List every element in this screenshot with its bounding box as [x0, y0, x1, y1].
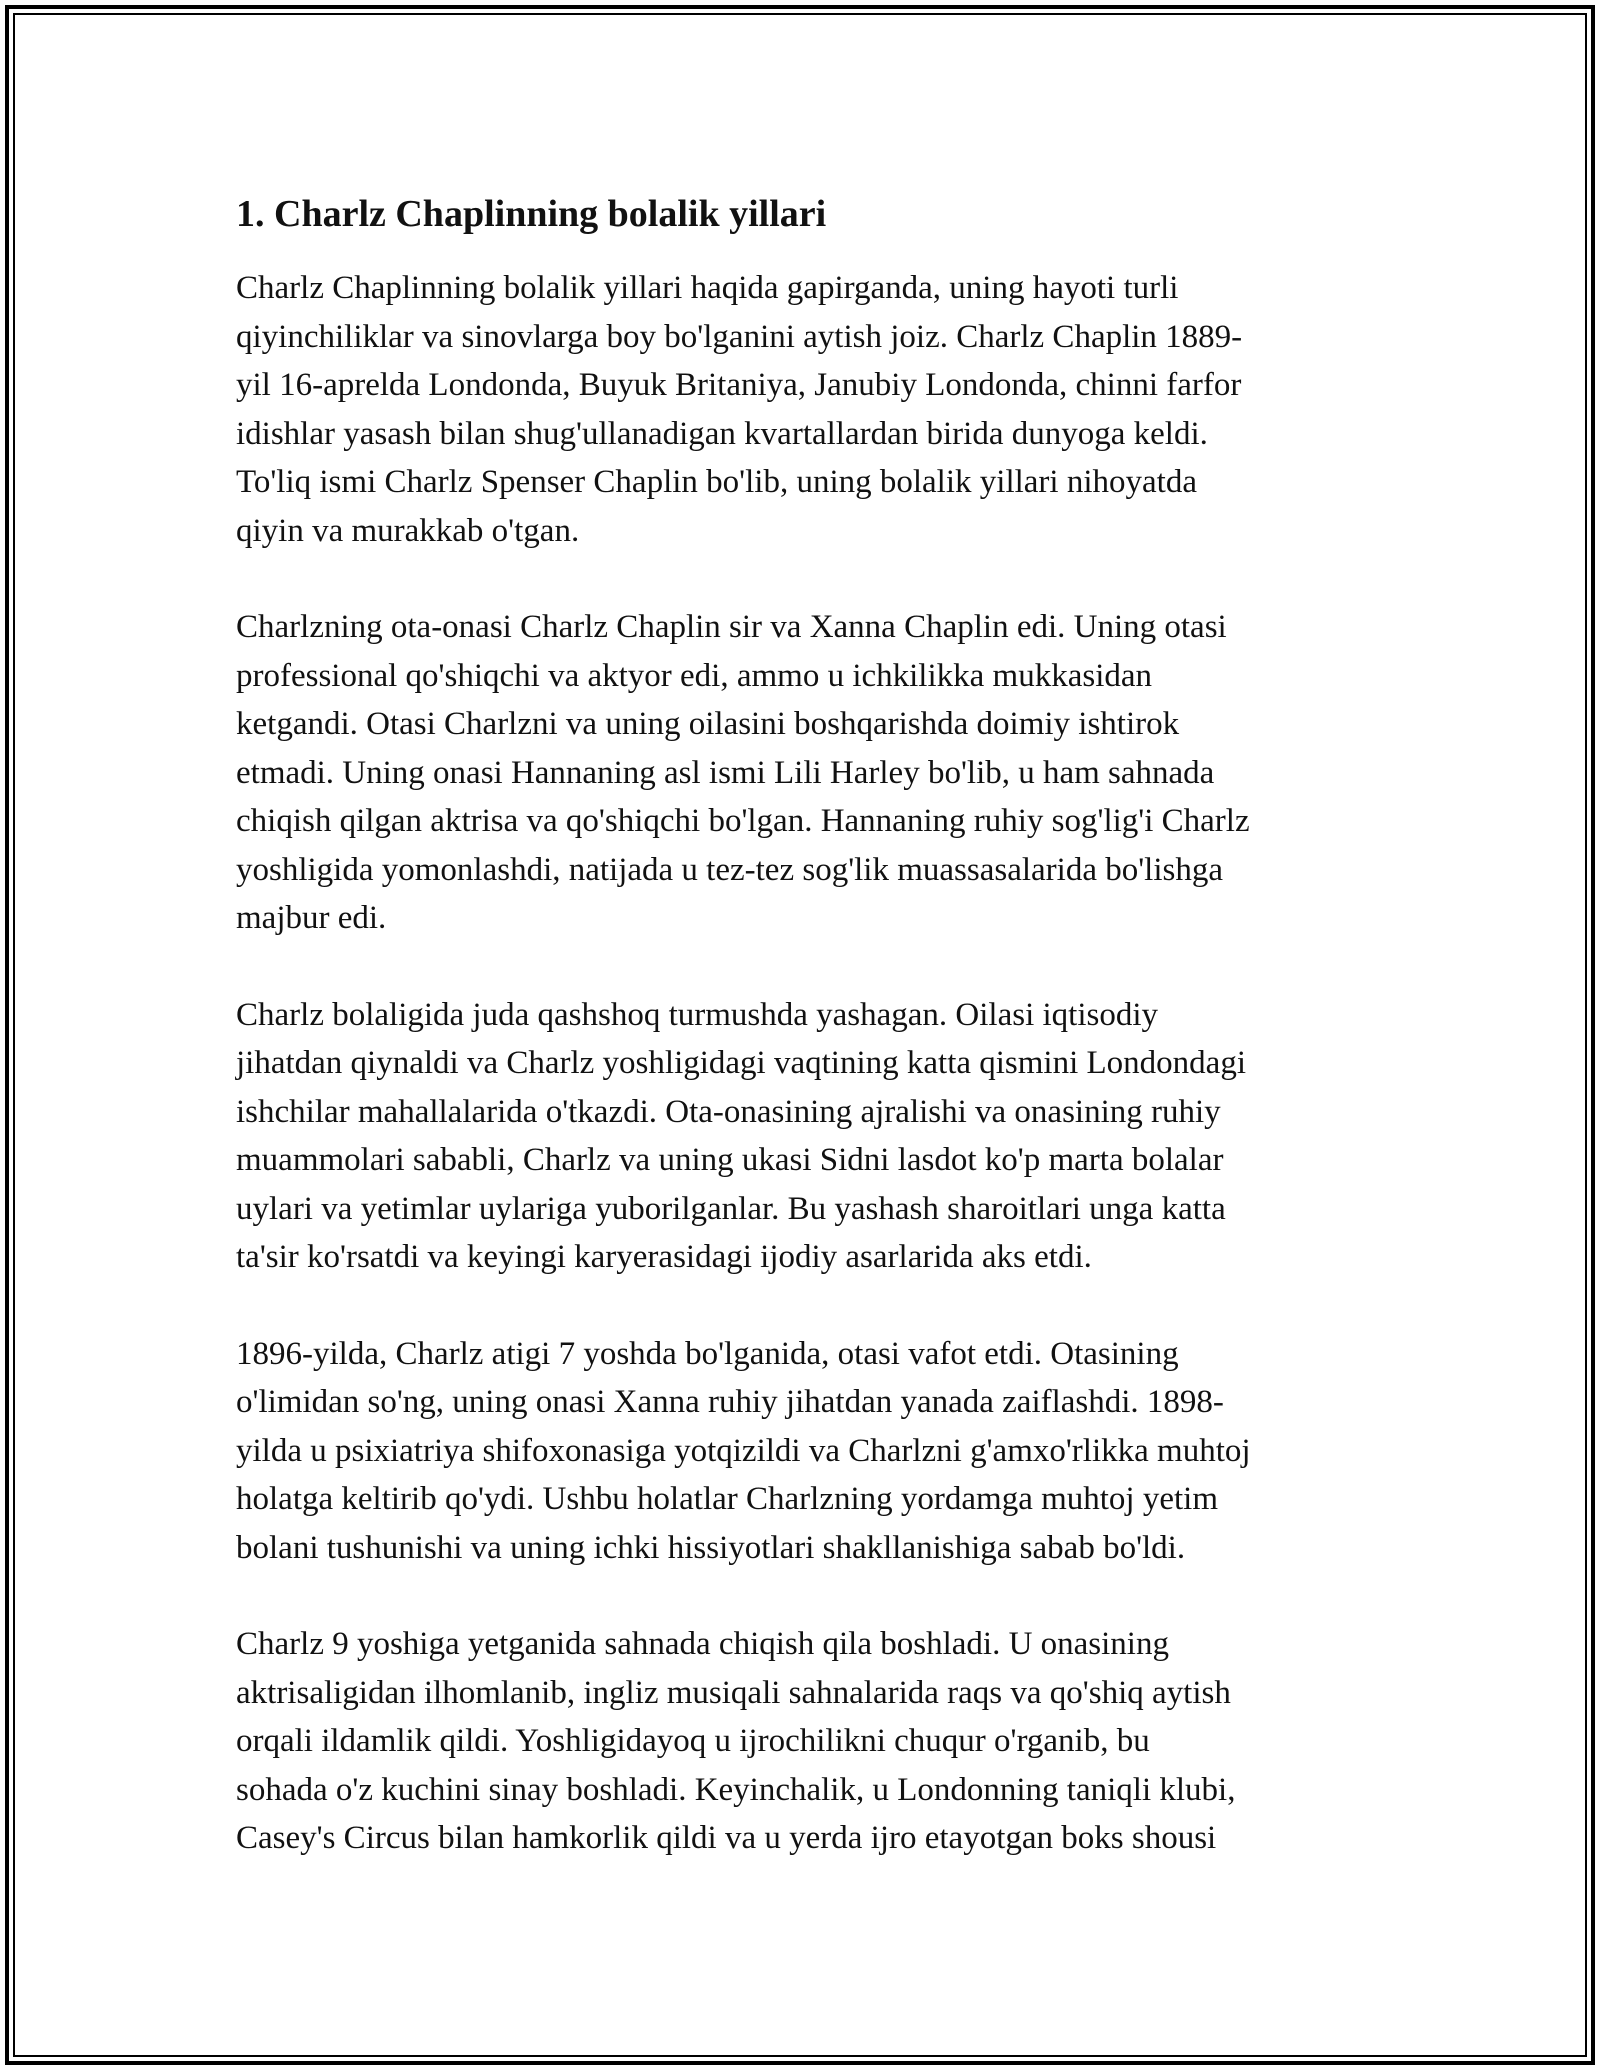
- paragraph-line: orqali ildamlik qildi. Yoshligidayoq u ijrochilikni chuqur o'rganib, bu: [236, 1723, 1150, 1759]
- paragraph-1: [236, 264, 1376, 555]
- paragraph-line: professional qo'shiqchi va aktyor edi, ammo u ichkilikka mukkasidan: [236, 657, 1153, 694]
- paragraph-line: Charlz 9 yoshiga yetganida sahnada chiqish qila boshladi. U onasining: [236, 1626, 1169, 1662]
- paragraph-line: ta'sir ko'rsatdi va keyingi karyerasidagi ijodiy asarlarida aks etdi.: [236, 1239, 1092, 1275]
- paragraph-line: uylari va yetimlar uylariga yuborilganlar. Bu yashash sharoitlari unga katta: [236, 1190, 1226, 1227]
- paragraph-line: ketgandi. Otasi Charlzni va uning oilasini boshqarishda doimiy ishtirok: [236, 706, 1180, 742]
- paragraph-3: [236, 991, 1376, 1282]
- paragraph-2: [236, 603, 1376, 943]
- paragraph-line: Charlzning ota-onasi Charlz Chaplin sir va Xanna Chaplin edi. Uning otasi: [236, 609, 1227, 645]
- paragraph-line: Casey's Circus bilan hamkorlik qildi va u yerda ijro etayotgan boks shousi: [236, 1820, 1217, 1856]
- paragraph-line: bolani tushunishi va uning ichki hissiyotlari shakllanishiga sabab bo'ldi.: [236, 1529, 1186, 1566]
- paragraph-list: [236, 264, 1376, 1863]
- paragraph-line: To'liq ismi Charlz Spenser Chaplin bo'lib, uning bolalik yillari nihoyatda: [236, 464, 1197, 500]
- paragraph-line: Charlz Chaplinning bolalik yillari haqida gapirganda, uning hayoti turli: [236, 270, 1179, 306]
- paragraph-line: ishchilar mahallalarida o'tkazdi. Ota-onasining ajralishi va onasining ruhiy: [236, 1093, 1221, 1130]
- paragraph-line: yilda u psixiatriya shifoxonasiga yotqizildi va Charlzni g'amxo'rlikka muhtoj: [236, 1432, 1251, 1469]
- paragraph-line: holatga keltirib qo'ydi. Ushbu holatlar Charlzning yordamga muhtoj yetim: [236, 1481, 1219, 1517]
- paragraph-line: aktrisaligidan ilhomlanib, ingliz musiqali sahnalarida raqs va qo'shiq aytish: [236, 1674, 1231, 1711]
- paragraph-4: [236, 1330, 1376, 1573]
- paragraph-line: qiyin va murakkab o'tgan.: [236, 512, 580, 549]
- paragraph-line: Charlz bolaligida juda qashshoq turmushda yashagan. Oilasi iqtisodiy: [236, 996, 1159, 1033]
- paragraph-line: 1896-yilda, Charlz atigi 7 yoshda bo'lganida, otasi vafot etdi. Otasining: [236, 1335, 1179, 1372]
- paragraph-line: jihatdan qiynaldi va Charlz yoshligidagi vaqtining katta qismini Londondagi: [236, 1045, 1246, 1081]
- paragraph-line: o'limidan so'ng, uning onasi Xanna ruhiy jihatdan yanada zaiflashdi. 1898-: [236, 1384, 1224, 1420]
- paragraph-line: chiqish qilgan aktrisa va qo'shiqchi bo'lgan. Hannaning ruhiy sog'lig'i Charlz: [236, 803, 1250, 839]
- paragraph-line: majbur edi.: [236, 900, 387, 936]
- section-heading: 1. Charlz Chaplinning bolalik yillari: [236, 193, 827, 235]
- paragraph-line: etmadi. Uning onasi Hannaning asl ismi Lili Harley bo'lib, u ham sahnada: [236, 754, 1215, 791]
- paragraph-line: sohada o'z kuchini sinay boshladi. Keyinchalik, u Londonning taniqli klubi,: [236, 1771, 1236, 1808]
- paragraph-5: [236, 1620, 1376, 1863]
- document-body: [236, 190, 1376, 1911]
- paragraph-line: yoshligida yomonlashdi, natijada u tez-tez sog'lik muassasalarida bo'lishga: [236, 851, 1224, 888]
- paragraph-line: idishlar yasash bilan shug'ullanadigan kvartallardan birida dunyoga keldi.: [236, 415, 1208, 452]
- paragraph-line: qiyinchiliklar va sinovlarga boy bo'lganini aytish joiz. Charlz Chaplin 1889-: [236, 318, 1243, 355]
- paragraph-line: yil 16-aprelda Londonda, Buyuk Britaniya, Janubiy Londonda, chinni farfor: [236, 367, 1242, 403]
- paragraph-line: muammolari sababli, Charlz va uning ukasi Sidni lasdot ko'p marta bolalar: [236, 1142, 1224, 1178]
